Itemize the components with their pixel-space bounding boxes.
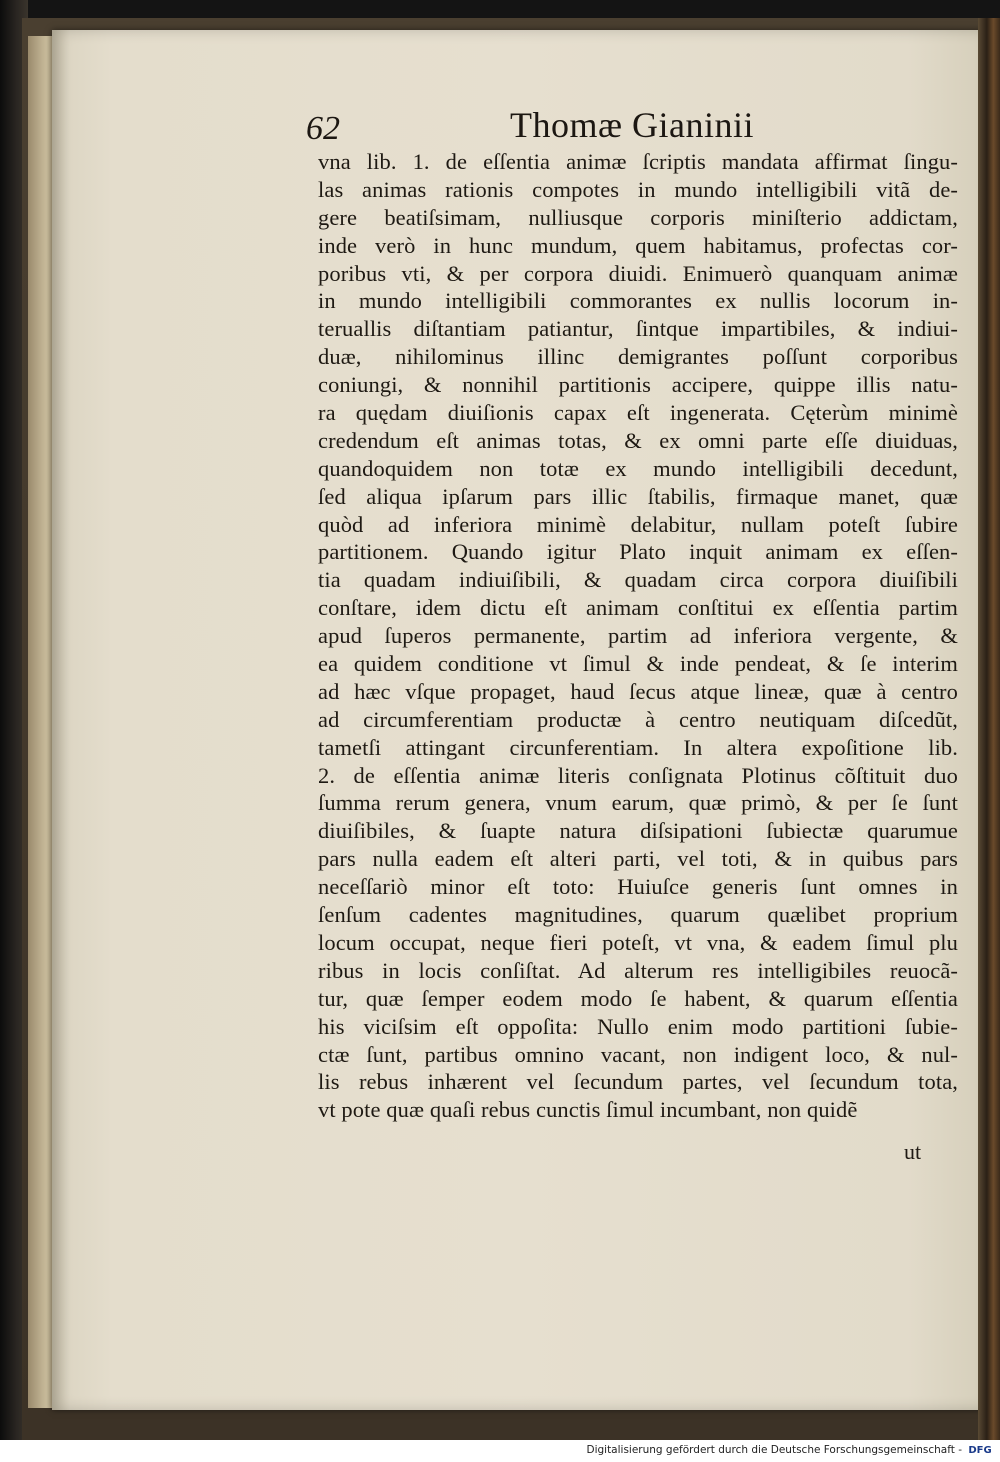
catchword: ut — [904, 1139, 922, 1164]
page-number: 62 — [306, 110, 340, 147]
text-line: vt pote quæ quaſi rebus cunctis ſimul incumbant, non quidẽ — [318, 1097, 858, 1123]
text-line: ſenſum cadentes magnitudines, quarum quælibet proprium — [318, 902, 958, 928]
text-line: tia quadam indiuiſibili, & quadam circa corpora diuiſibili — [318, 567, 958, 593]
book-cover-edge — [978, 18, 1000, 1442]
text-line: ribus in locis conſiſtat. Ad alterum res intelligibiles reuocã- — [318, 957, 958, 983]
text-line: ra quędam diuiſionis capax eſt ingenerata. Cęterùm minimè — [318, 400, 958, 426]
text-line: quandoquidem non totæ ex mundo intelligibili decedunt, — [318, 455, 958, 481]
dfg-logo: DFG — [966, 1444, 994, 1457]
text-line: neceſſariò minor eſt toto: Huiuſce generis ſunt omnes in — [318, 874, 958, 900]
text-line: conſtare, idem dictu eſt animam conſtitui ex eſſentia partim — [318, 595, 958, 621]
text-line: coniungi, & nonnihil partitionis accipere, quippe illis natu- — [318, 372, 958, 398]
text-line: tur, quæ ſemper eodem modo ſe habent, & quarum eſſentia — [318, 985, 958, 1011]
page-stack-edge — [28, 36, 54, 1408]
text-line: in mundo intelligibili commorantes ex nullis locorum in- — [318, 288, 958, 314]
text-line: apud ſuperos permanente, partim ad inferiora vergente, & — [318, 623, 958, 649]
text-line: credendum eſt animas totas, & ex omni parte eſſe diuiduas, — [318, 427, 958, 453]
text-line: lis rebus inhærent vel ſecundum partes, vel ſecundum tota, — [318, 1069, 958, 1095]
text-line: teruallis diſtantiam patiantur, ſintque impartibiles, & indiui- — [318, 316, 958, 342]
text-line: ctæ ſunt, partibus omnino vacant, non indigent loco, & nul- — [318, 1041, 958, 1067]
text-line: poribus vti, & per corpora diuidi. Enimuerò quanquam animæ — [318, 260, 958, 286]
body-text — [318, 148, 958, 1124]
text-line: diuiſibiles, & ſuapte natura diſsipationi ſubiectæ quarumue — [318, 818, 958, 844]
text-line: quòd ad inferiora minimè delabitur, nullam poteſt ſubire — [318, 511, 958, 537]
text-line: ſumma rerum genera, vnum earum, quæ primò, & per ſe ſunt — [318, 790, 958, 816]
text-line: gere beatiſsimam, nulliusque corporis miniſterio addictam, — [318, 204, 958, 230]
funding-credit: Digitalisierung gefördert durch die Deutsche Forschungsgemeinschaft - — [586, 1444, 962, 1456]
text-line: partitionem. Quando igitur Plato inquit animam ex eſſen- — [318, 539, 958, 565]
text-line: tametſi attingant circunferentiam. In altera expoſitione lib. — [318, 734, 958, 760]
running-title: Thomæ Gianinii — [510, 105, 754, 145]
text-line: ad circumferentiam productæ à centro neutiquam diſcedũt, — [318, 706, 958, 732]
text-line: 2. de eſſentia animæ literis conſignata Plotinus cõſtituit duo — [318, 762, 958, 788]
text-line: ſed aliqua ipſarum pars illic ſtabilis, firmaque manet, quæ — [318, 483, 958, 509]
text-line: pars nulla eadem eſt alteri parti, vel toti, & in quibus pars — [318, 846, 958, 872]
text-line: locum occupat, neque fieri poteſt, vt vna, & eadem ſimul plu — [318, 929, 958, 955]
text-line: inde verò in hunc mundum, quem habitamus, profectas cor- — [318, 232, 958, 258]
text-line: las animas rationis compotes in mundo intelligibili vitã de- — [318, 176, 958, 202]
text-line: duæ, nihilominus illinc demigrantes poſſunt corporibus — [318, 344, 958, 370]
text-line: ea quidem conditione vt ſimul & inde pendeat, & ſe interim — [318, 651, 958, 677]
page-header — [306, 104, 976, 154]
text-line: vna lib. 1. de eſſentia animæ ſcriptis mandata affirmat ſingu- — [318, 149, 958, 174]
text-line: ad hæc vſque propaget, haud ſecus atque lineæ, quæ à centro — [318, 678, 958, 704]
text-line: his viciſsim eſt oppoſita: Nullo enim modo partitioni ſubie- — [318, 1013, 958, 1039]
